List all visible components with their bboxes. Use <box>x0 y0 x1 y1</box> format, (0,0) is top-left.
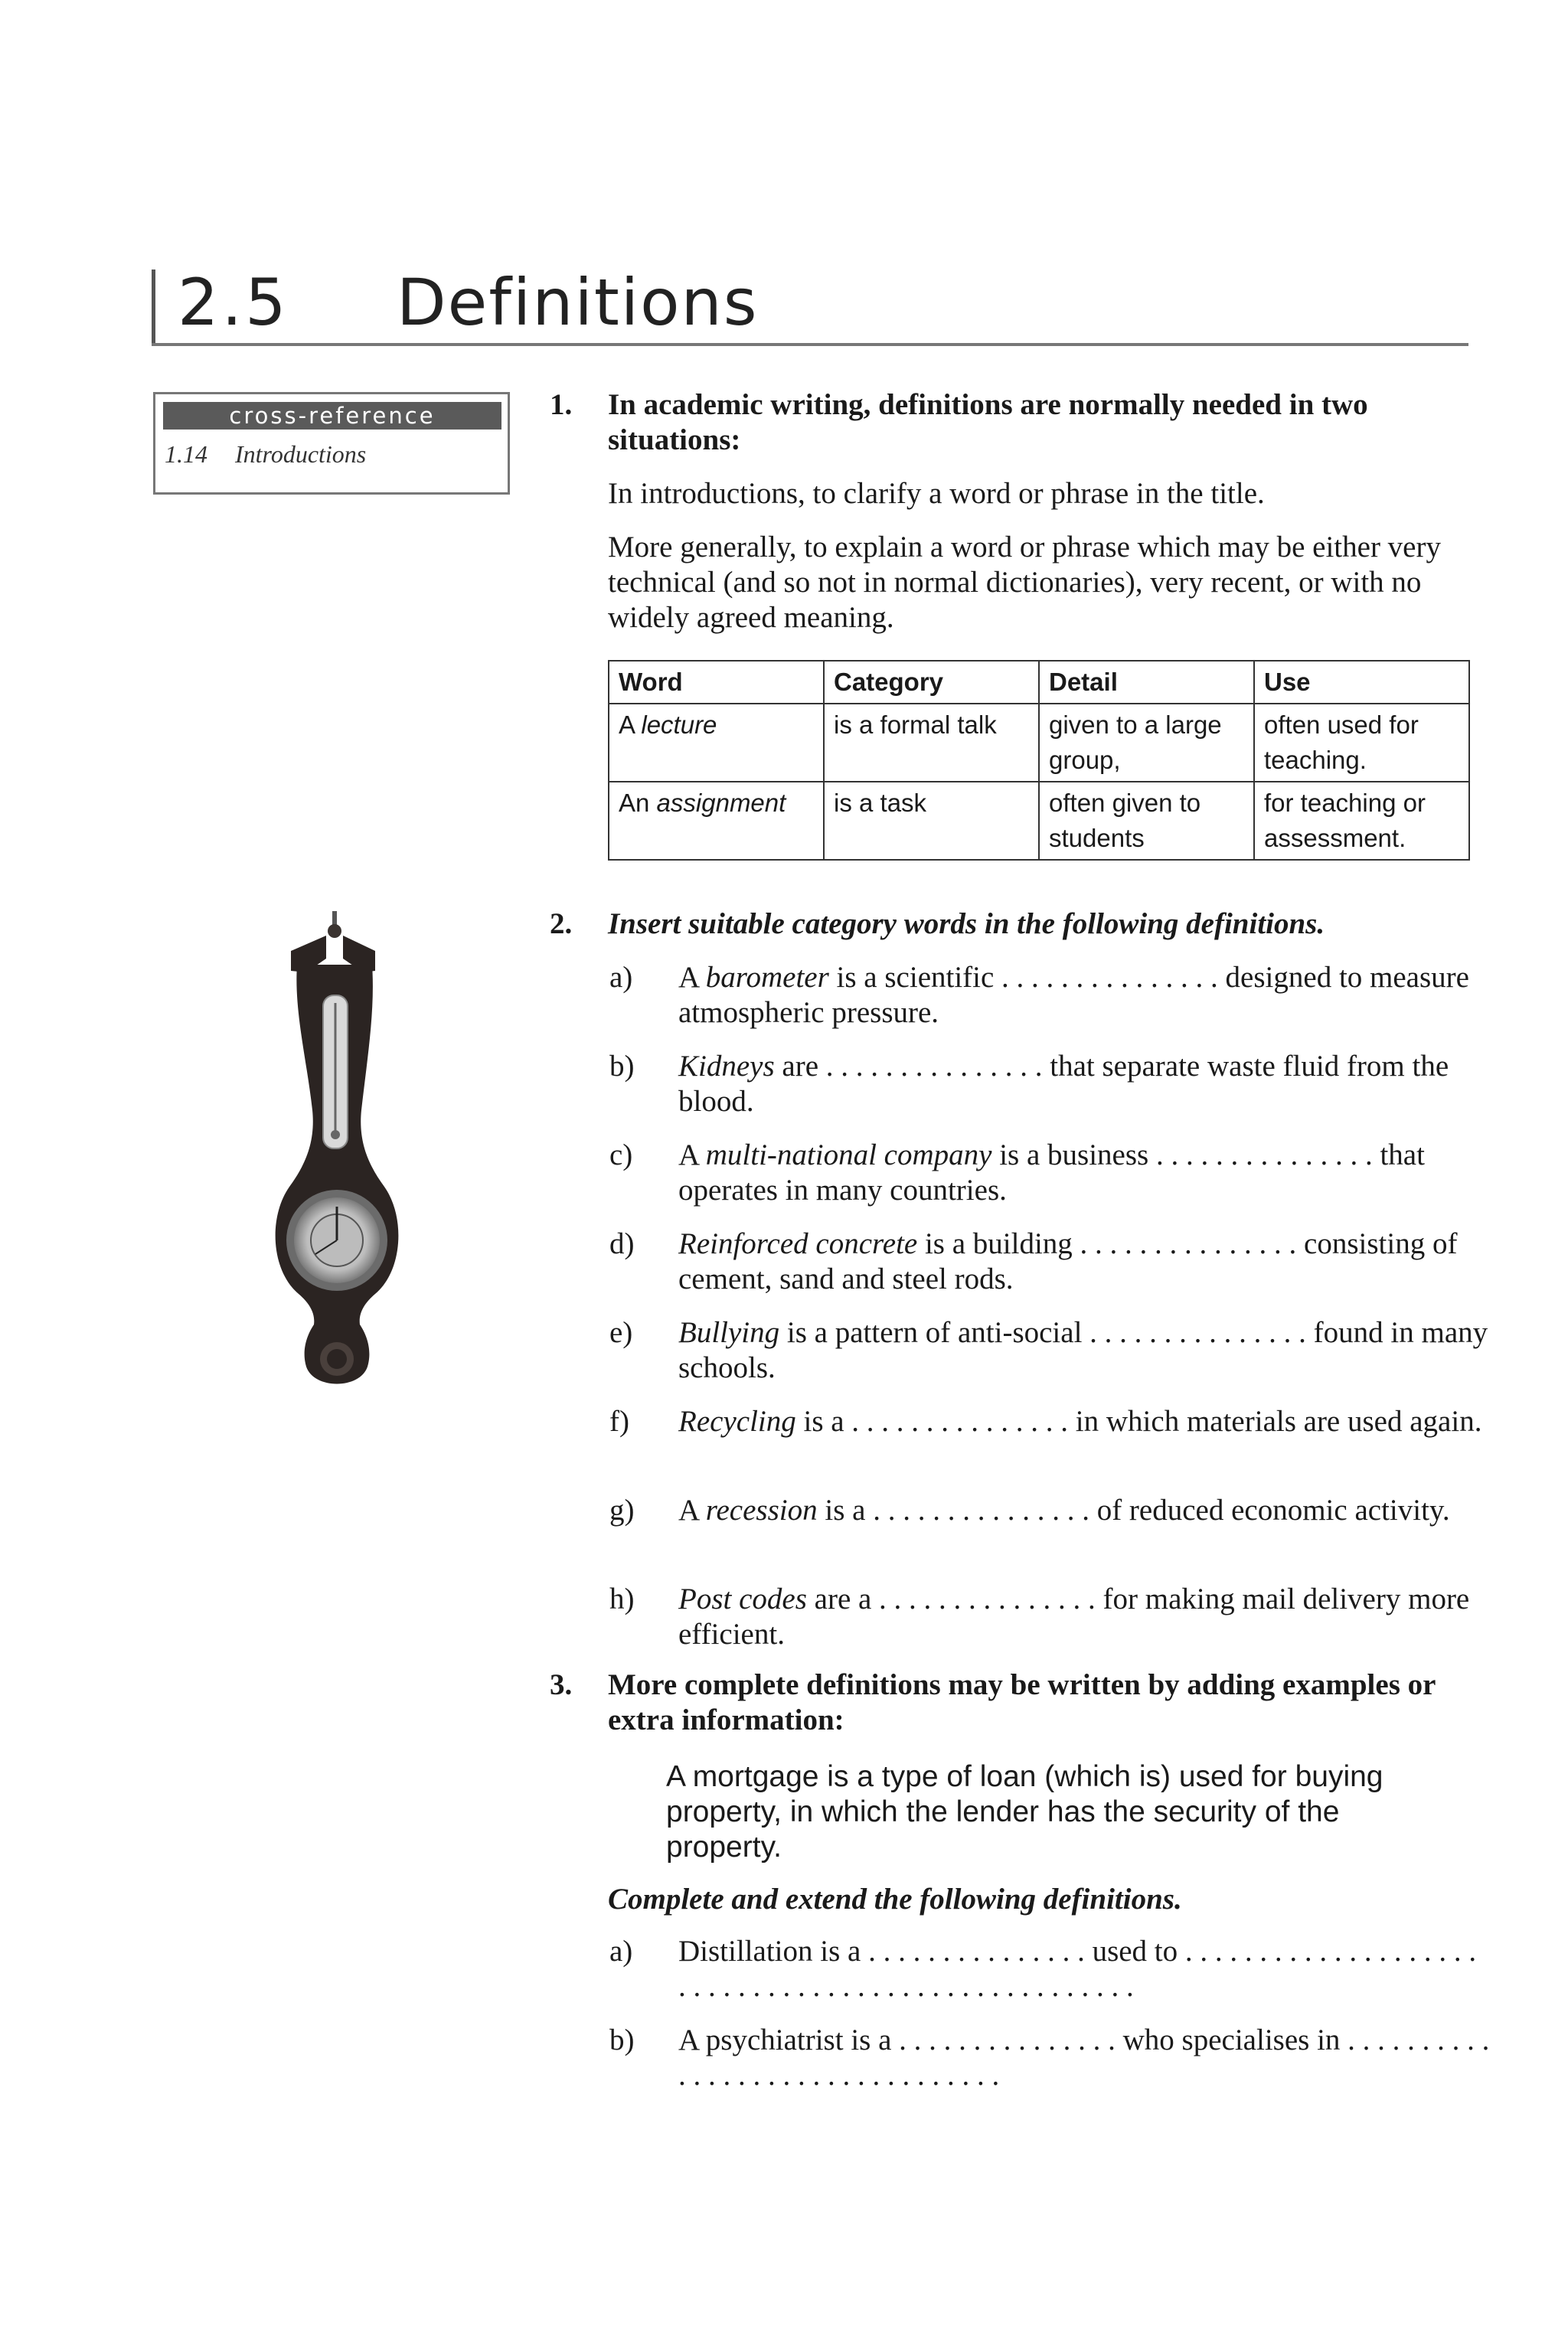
question-lead: In academic writing, definitions are normally needed in two situations: <box>608 388 1368 456</box>
table-cell: for teaching or assessment. <box>1254 782 1469 860</box>
table-cell: often used for teaching. <box>1254 704 1469 782</box>
section-title: Definitions <box>397 265 759 340</box>
question-instruction: Insert suitable category words in the following definitions. <box>608 907 1325 940</box>
heading-left-rule <box>152 270 155 346</box>
table-header-row <box>609 661 1469 704</box>
barometer-image <box>260 911 413 1416</box>
cross-reference-tag: cross-reference <box>163 402 501 430</box>
question-number: 3. <box>550 1668 573 1701</box>
table-cell: is a task <box>824 782 1039 860</box>
table-cell: given to a large group, <box>1039 704 1254 782</box>
heading-underline <box>152 343 1468 346</box>
question-lead: More complete definitions may be written by adding examples or extra information: <box>608 1668 1436 1736</box>
table-cell: often given to students <box>1039 782 1254 860</box>
example-definition: A mortgage is a type of loan (which is) used for buying property, in which the lender has the security of the property. <box>666 1760 1383 1864</box>
paragraph: More generally, to explain a word or phrase which may be either very technical (and so not in normal dictionaries), very recent, or with no widely agreed meaning. <box>608 531 1441 634</box>
definition-table <box>608 660 1470 861</box>
table-row <box>609 704 1469 782</box>
question-number: 1. <box>550 388 573 421</box>
section-heading <box>152 265 1468 346</box>
cross-reference-link[interactable] <box>165 440 366 469</box>
table-header: Detail <box>1039 661 1254 704</box>
table-cell: An assignment <box>609 782 824 860</box>
table-header: Category <box>824 661 1039 704</box>
cross-reference-number: 1.14 <box>165 440 207 468</box>
table-header: Word <box>609 661 824 704</box>
question-number: 2. <box>550 907 573 940</box>
cross-reference-box <box>153 392 510 495</box>
cross-reference-title: Introductions <box>235 440 367 468</box>
paragraph: In introductions, to clarify a word or phrase in the title. <box>608 477 1265 510</box>
table-row <box>609 782 1469 860</box>
table-cell: A lecture <box>609 704 824 782</box>
table-cell: is a formal talk <box>824 704 1039 782</box>
section-number: 2.5 <box>178 265 289 340</box>
table-header: Use <box>1254 661 1469 704</box>
question-instruction: Complete and extend the following definitions. <box>608 1883 1182 1916</box>
